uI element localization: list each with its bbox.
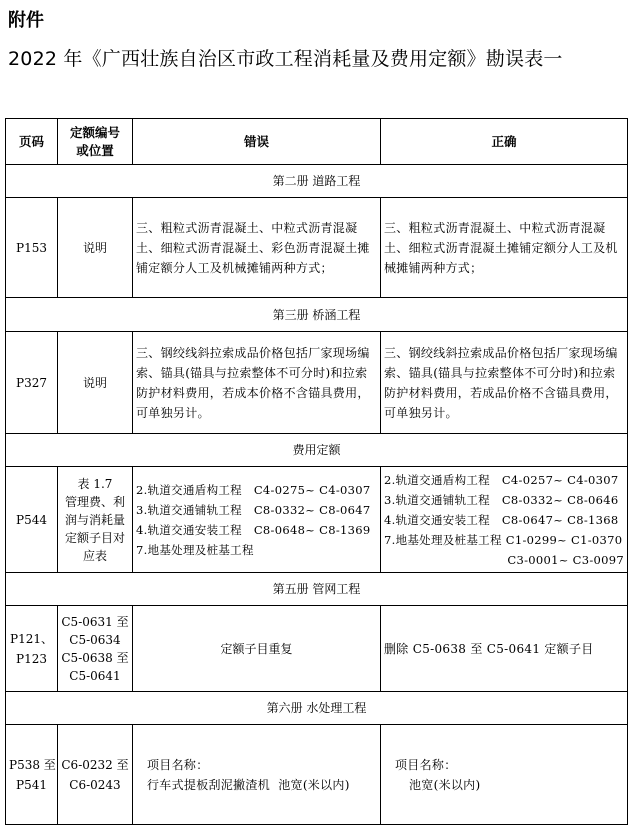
section-title-book6: 第六册 水处理工程 (6, 692, 628, 725)
cell-wrong: 定额子目重复 (133, 606, 381, 692)
table-row (6, 467, 628, 573)
cell-correct: 三、粗粒式沥青混凝土、中粒式沥青混凝土、细粒式沥青混凝土摊铺定额分人工及机械摊铺两种方式； (381, 198, 628, 298)
table-row (6, 725, 628, 825)
section-title-book5: 第五册 管网工程 (6, 573, 628, 606)
document-title: 2022 年《广西壮族自治区市政工程消耗量及费用定额》勘误表一 (8, 48, 563, 70)
cell-location-line: C5-0638 至 (61, 650, 129, 665)
cell-page-line: P541 (16, 777, 47, 792)
cell-page-line: P121、 (10, 631, 53, 646)
cell-location (58, 725, 133, 825)
table-row (6, 198, 628, 298)
cell-correct (381, 725, 628, 825)
col-header-quota-line1: 定额编号 (69, 124, 120, 140)
cell-location (58, 467, 133, 573)
cell-location-line: C6-0232 至 (61, 757, 129, 772)
cell-correct-line: 项目名称： (395, 757, 457, 772)
table-header-row (6, 119, 628, 165)
cell-correct-line: 2.轨道交通盾构工程 C4-0257~ C4-0307 (384, 472, 619, 487)
cell-wrong-line: 7.地基处理及桩基工程 (136, 542, 254, 557)
cell-location-line: 表 1.7 (77, 476, 113, 491)
cell-correct-line: 7.地基处理及桩基工程 C1-0299~ C1-0370 (384, 532, 623, 547)
cell-page-line: P123 (16, 651, 47, 666)
attachment-label: 附件 (8, 10, 44, 31)
cell-page-line: P538 至 (9, 757, 56, 772)
cell-location-line: 应表 (82, 548, 107, 563)
cell-location-line: C5-0631 至 (61, 614, 129, 629)
section-row (6, 434, 628, 467)
col-header-page: 页码 (6, 119, 58, 165)
cell-location: 说明 (58, 332, 133, 434)
cell-page (6, 725, 58, 825)
cell-location: 说明 (58, 198, 133, 298)
cell-correct-line: 3.轨道交通铺轨工程 C8-0332~ C8-0646 (384, 492, 619, 507)
section-row (6, 165, 628, 198)
table-row (6, 606, 628, 692)
cell-page: P327 (6, 332, 58, 434)
section-row (6, 298, 628, 332)
col-header-quota (58, 119, 133, 165)
cell-correct: 三、钢绞线斜拉索成品价格包括厂家现场编索、锚具(锚具与拉索整体不可分时)和拉索防护材料费用，若成品价格不含锚具费用，可单独另计。 (381, 332, 628, 434)
cell-location-line: C6-0243 (69, 777, 121, 792)
cell-correct: 删除 C5-0638 至 C5-0641 定额子目 (381, 606, 628, 692)
section-row (6, 692, 628, 725)
cell-wrong: 三、粗粒式沥青混凝土、中粒式沥青混凝土、细粒式沥青混凝土、彩色沥青混凝土摊铺定额分人工及机械摊铺两种方式； (133, 198, 381, 298)
cell-page (6, 606, 58, 692)
cell-location-line: C5-0634 (69, 632, 121, 647)
section-row (6, 573, 628, 606)
cell-location-line: 润与消耗量 (64, 512, 125, 527)
col-header-correct: 正确 (381, 119, 628, 165)
cell-correct (381, 467, 628, 573)
cell-correct-line: 池宽(米以内) (409, 777, 481, 792)
cell-wrong-line: 2.轨道交通盾构工程 C4-0275~ C4-0307 (136, 482, 371, 497)
cell-location-line: 定额子目对 (64, 530, 125, 545)
section-title-fee: 费用定额 (6, 434, 628, 467)
cell-wrong-line: 行车式提板刮泥撇渣机 池宽(米以内) (147, 777, 350, 792)
errata-table (5, 118, 628, 825)
col-header-quota-line2: 或位置 (76, 142, 114, 158)
cell-wrong-line: 项目名称： (147, 757, 209, 772)
cell-page: P153 (6, 198, 58, 298)
col-header-wrong: 错误 (133, 119, 381, 165)
cell-location (58, 606, 133, 692)
cell-location-line: 管理费、利 (64, 494, 125, 509)
cell-location-line: C5-0641 (69, 668, 121, 683)
cell-wrong (133, 725, 381, 825)
cell-wrong (133, 467, 381, 573)
cell-correct-line: 4.轨道交通安装工程 C8-0647~ C8-1368 (384, 512, 619, 527)
section-title-book3: 第三册 桥涵工程 (6, 298, 628, 332)
section-title-book2: 第二册 道路工程 (6, 165, 628, 198)
table-row (6, 332, 628, 434)
cell-page: P544 (6, 467, 58, 573)
cell-wrong: 三、钢绞线斜拉索成品价格包括厂家现场编索、锚具(锚具与拉索整体不可分时)和拉索防护材料费用，若成本价格不含锚具费用，可单独另计。 (133, 332, 381, 434)
cell-correct-line: C3-0001~ C3-0097 (507, 552, 624, 567)
cell-wrong-line: 3.轨道交通铺轨工程 C8-0332~ C8-0647 (136, 502, 371, 517)
cell-wrong-line: 4.轨道交通安装工程 C8-0648~ C8-1369 (136, 522, 371, 537)
